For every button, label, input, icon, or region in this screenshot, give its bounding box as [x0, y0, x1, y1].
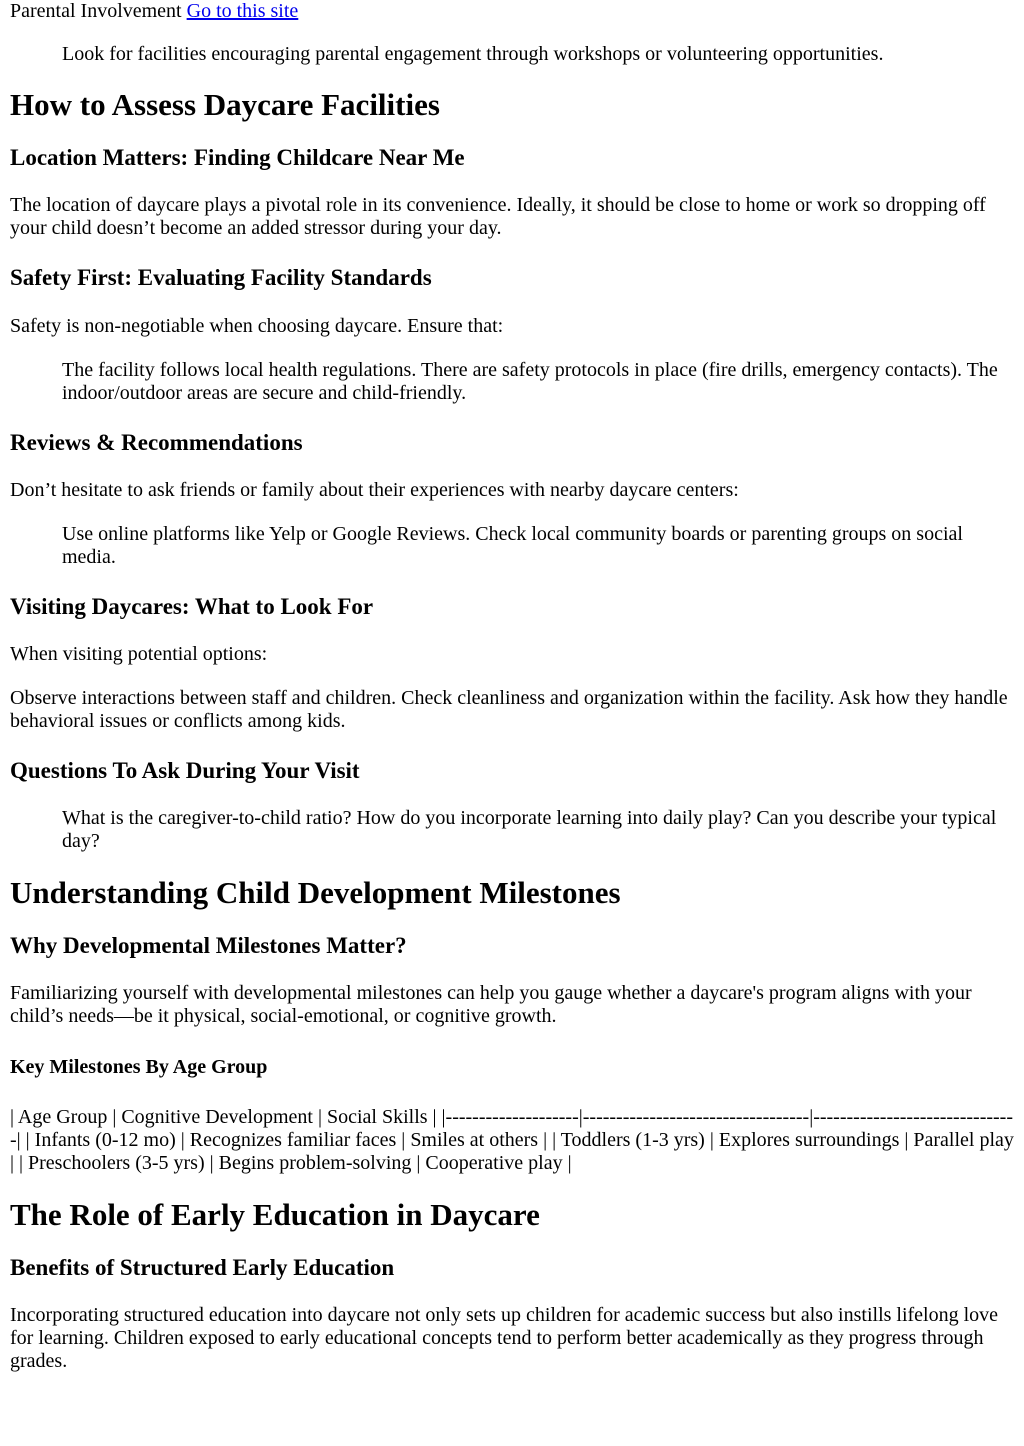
why-milestones-body: Familiarizing yourself with developmental milestones can help you gauge whether a daycare's program aligns with your child’s needs—be it physical, social-emotional, or cognitive growth.	[10, 982, 972, 1027]
location-body: The location of daycare plays a pivotal role in its convenience. Ideally, it should be close to home or work so dropping off your child doesn’t become an added stressor during your day.	[10, 194, 986, 239]
heading-key-milestones: Key Milestones By Age Group	[10, 1056, 268, 1078]
heading-benefits: Benefits of Structured Early Education	[10, 1255, 395, 1280]
safety-intro: Safety is non-negotiable when choosing daycare. Ensure that:	[10, 315, 504, 337]
go-to-site-link[interactable]: Go to this site	[186, 0, 299, 22]
heading-questions: Questions To Ask During Your Visit	[10, 758, 360, 783]
section-title-milestones: Understanding Child Development Milestones	[10, 875, 621, 910]
visiting-body: Observe interactions between staff and children. Check cleanliness and organization within the facility. Ask how they handle behavioral issues or conflicts among kids.	[10, 687, 1008, 732]
reviews-intro: Don’t hesitate to ask friends or family about their experiences with nearby daycare centers:	[10, 479, 739, 501]
heading-reviews: Reviews & Recommendations	[10, 430, 303, 455]
section-title-education: The Role of Early Education in Daycare	[10, 1197, 540, 1232]
benefits-body: Incorporating structured education into daycare not only sets up children for academic success but also instills lifelong love for learning. Children exposed to early educational concepts tend to perform better academically as they progress through grades.	[10, 1304, 999, 1372]
heading-location: Location Matters: Finding Childcare Near Me	[10, 145, 465, 170]
questions-list: What is the caregiver-to-child ratio? How do you incorporate learning into daily play? Can you describe your typical day?	[62, 807, 997, 852]
heading-why-milestones: Why Developmental Milestones Matter?	[10, 933, 407, 958]
visiting-intro: When visiting potential options:	[10, 643, 268, 665]
reviews-list: Use online platforms like Yelp or Google Reviews. Check local community boards or parenting groups on social media.	[62, 523, 963, 568]
heading-visiting: Visiting Daycares: What to Look For	[10, 594, 374, 619]
heading-safety: Safety First: Evaluating Facility Standards	[10, 265, 432, 290]
safety-list: The facility follows local health regulations. There are safety protocols in place (fire drills, emergency contacts). The indoor/outdoor areas are secure and child-friendly.	[62, 359, 998, 404]
section-title-assess: How to Assess Daycare Facilities	[10, 87, 440, 122]
parental-involvement-label: Parental Involvement	[10, 0, 182, 22]
parental-involvement-line	[10, 0, 1014, 23]
milestones-table-text: | Age Group | Cognitive Development | Social Skills | |--------------------|----------------------------------|-------------------------------| | Infants (0-12 mo) | Recognizes familiar faces | Smiles at others | | Toddlers (1-3 yrs) | Explores surroundings | Parallel play | | Preschoolers (3-5 yrs) | Begins problem-solving | Cooperative play |	[10, 1106, 1014, 1174]
parental-note: Look for facilities encouraging parental engagement through workshops or volunteering opportunities.	[62, 43, 884, 65]
